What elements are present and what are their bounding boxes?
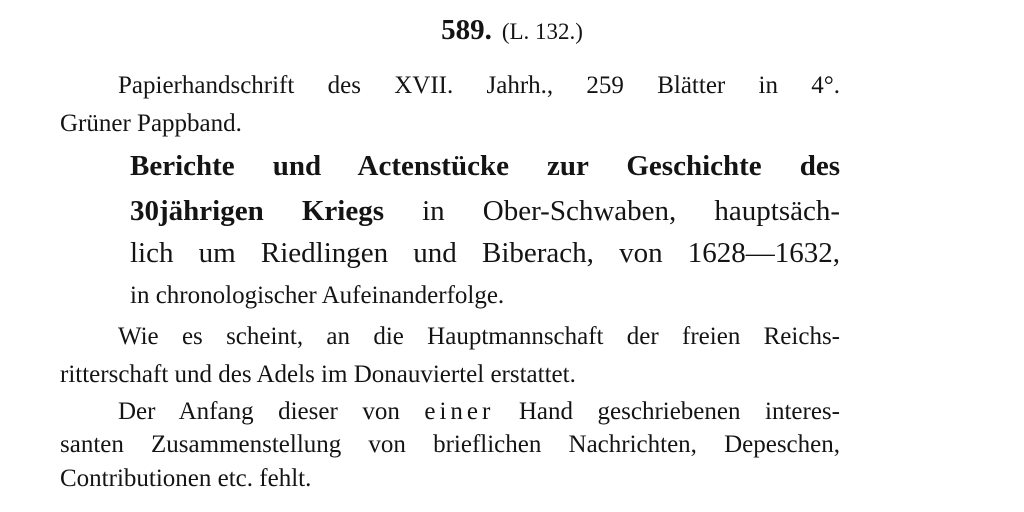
- title-line-2-rest: in Ober-Schwaben, hauptsäch-: [383, 195, 841, 227]
- entry-reference: (L. 132.): [501, 19, 583, 44]
- title-bold-line: Berichte und Actenstücke zur Geschichte des: [130, 150, 840, 182]
- title-bold-phrase: 30jährigen Kriegs: [130, 195, 384, 227]
- title-line-2: [130, 197, 840, 226]
- note2-line-3: Contributionen etc. fehlt.: [60, 465, 312, 492]
- note2-line-2: santen Zusammenstellung von brieflichen Nachrichten, Depeschen,: [60, 431, 840, 458]
- note2-line-1: [118, 399, 840, 424]
- title-line-3: lich um Riedlingen und Biberach, von 1628—1632,: [130, 237, 840, 269]
- description-line-1: Papierhandschrift des XVII. Jahrh., 259 Blätter in 4°.: [118, 72, 840, 99]
- description-line-2: Grüner Pappband.: [60, 110, 242, 137]
- note2-line-1-start: Der Anfang dieser von: [118, 398, 425, 425]
- entry-heading: [0, 16, 1024, 45]
- entry-number: 589.: [441, 14, 492, 46]
- note1-line-1: Wie es scheint, an die Hauptmannschaft der freien Reichs-: [118, 323, 840, 350]
- note2-line-1-end: Hand geschriebenen interes-: [494, 398, 840, 425]
- note1-line-2: ritterschaft und des Adels im Donauviertel erstattet.: [60, 361, 576, 388]
- title-line-4: in chronologischer Aufeinanderfolge.: [130, 282, 505, 309]
- note2-spaced-word: einer: [424, 398, 495, 425]
